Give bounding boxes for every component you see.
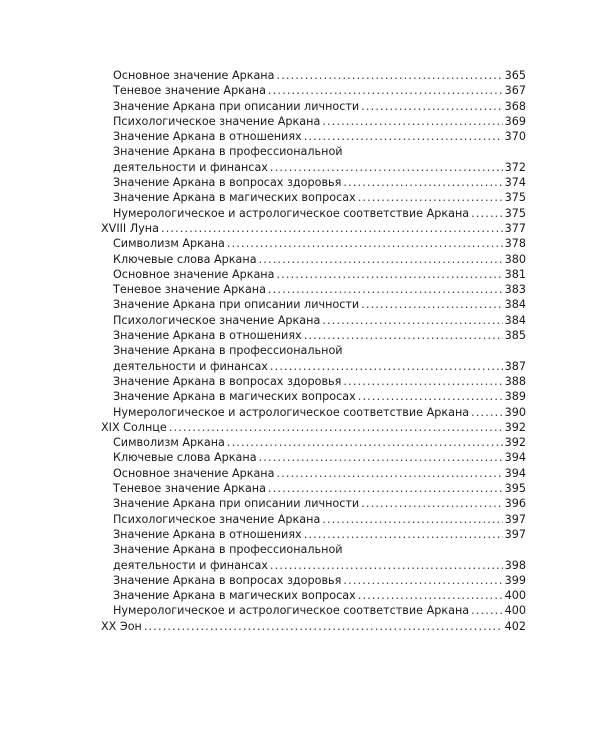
dot-leader [358, 389, 503, 404]
page-number: 368 [504, 99, 526, 113]
page-number: 397 [504, 527, 526, 541]
dot-leader [471, 206, 503, 221]
toc-section-entry [101, 405, 526, 420]
dot-leader [361, 99, 502, 114]
entry-title: Значение Аркана в профессиональной [113, 344, 343, 358]
entry-title: Значение Аркана в вопросах здоровья [113, 573, 342, 587]
dot-leader [276, 68, 502, 83]
entry-title: XVIII Луна [101, 221, 159, 235]
entry-title: Значение Аркана в вопросах здоровья [113, 176, 342, 190]
page-number: 387 [504, 359, 526, 373]
toc-section-entry [101, 359, 526, 374]
page-number: 400 [504, 589, 526, 603]
entry-title: Ключевые слова Аркана [113, 451, 257, 465]
entry-title: Значение Аркана в профессиональной [113, 145, 343, 159]
page-number: 378 [504, 237, 526, 251]
entry-title: Основное значение Аркана [113, 267, 275, 281]
dot-leader [268, 83, 503, 98]
dot-leader [276, 267, 502, 282]
toc-section-entry [101, 466, 526, 481]
page-number: 380 [504, 252, 526, 266]
toc-section-entry [101, 144, 526, 159]
toc-section-entry [101, 252, 526, 267]
page-number: 383 [504, 283, 526, 297]
toc-section-entry [101, 282, 526, 297]
entry-title: Значение Аркана в профессиональной [113, 543, 343, 557]
dot-leader [144, 619, 503, 634]
toc-section-entry [101, 206, 526, 221]
toc-section-entry [101, 450, 526, 465]
page-number: 374 [504, 176, 526, 190]
page-number: 381 [504, 267, 526, 281]
entry-title: Основное значение Аркана [113, 69, 275, 82]
toc-section-entry [101, 374, 526, 389]
page-number: 390 [504, 405, 526, 419]
entry-title: Теневое значение Аркана [113, 283, 266, 297]
page-number: 385 [504, 329, 526, 343]
entry-title: Психологическое значение Аркана [113, 313, 321, 327]
page-number: 384 [504, 298, 526, 312]
dot-leader [304, 328, 503, 343]
entry-title: Значение Аркана в отношениях [113, 329, 302, 343]
entry-title: Значение Аркана в отношениях [113, 527, 302, 541]
toc-chapter-entry [101, 619, 526, 634]
dot-leader [322, 512, 502, 527]
entry-title: Значение Аркана в магических вопросах [113, 191, 356, 205]
dot-leader [276, 466, 502, 481]
dot-leader [322, 114, 502, 129]
toc-section-entry [101, 99, 526, 114]
entry-title: деятельности и финансах [113, 558, 268, 572]
toc-section-entry [101, 588, 526, 603]
entry-title: Символизм Аркана [113, 436, 225, 450]
dot-leader [361, 297, 502, 312]
toc-section-entry [101, 175, 526, 190]
toc-section-entry [101, 68, 526, 83]
page-number: 395 [504, 482, 526, 496]
dot-leader [161, 221, 503, 236]
dot-leader [270, 558, 503, 573]
dot-leader [270, 160, 503, 175]
toc-chapter-entry [101, 420, 526, 435]
page-number: 400 [504, 604, 526, 618]
toc-section-entry [101, 297, 526, 312]
toc-section-entry [101, 573, 526, 588]
dot-leader [268, 481, 503, 496]
toc-section-entry [101, 236, 526, 251]
entry-title: Значение Аркана в отношениях [113, 130, 302, 144]
dot-leader [361, 496, 502, 511]
dot-leader [270, 359, 503, 374]
dot-leader [343, 374, 502, 389]
page-number: 377 [504, 221, 526, 235]
page-number: 398 [504, 558, 526, 572]
entry-title: Символизм Аркана [113, 237, 225, 251]
toc-section-entry [101, 83, 526, 98]
page-number: 384 [504, 313, 526, 327]
dot-leader [471, 603, 503, 618]
entry-title: Основное значение Аркана [113, 466, 275, 480]
toc-section-entry [101, 603, 526, 618]
toc-section-entry [101, 496, 526, 511]
page-number: 392 [504, 436, 526, 450]
entry-title: Нумерологическое и астрологическое соответствие Аркана [113, 604, 470, 618]
page-number: 396 [504, 497, 526, 511]
page-number: 397 [504, 512, 526, 526]
entry-title: Значение Аркана в магических вопросах [113, 589, 356, 603]
toc-section-entry [101, 129, 526, 144]
entry-title: Значение Аркана при описании личности [113, 497, 360, 511]
toc-section-entry [101, 389, 526, 404]
page-number: 388 [504, 374, 526, 388]
toc-section-entry [101, 558, 526, 573]
toc-section-entry [101, 267, 526, 282]
table-of-contents [101, 68, 526, 634]
entry-title: деятельности и финансах [113, 359, 268, 373]
toc-section-entry [101, 542, 526, 557]
dot-leader [358, 588, 503, 603]
toc-section-entry [101, 512, 526, 527]
entry-title: Теневое значение Аркана [113, 482, 266, 496]
dot-leader [343, 573, 502, 588]
entry-title: Нумерологическое и астрологическое соответствие Аркана [113, 405, 470, 419]
entry-title: XIX Солнце [101, 420, 167, 434]
page-number: 369 [504, 114, 526, 128]
page-number: 375 [504, 191, 526, 205]
entry-title: Значение Аркана в вопросах здоровья [113, 374, 342, 388]
dot-leader [227, 435, 503, 450]
toc-section-entry [101, 343, 526, 358]
entry-title: Значение Аркана в магических вопросах [113, 390, 356, 404]
toc-section-entry [101, 527, 526, 542]
dot-leader [259, 252, 503, 267]
dot-leader [358, 190, 503, 205]
dot-leader [259, 450, 503, 465]
entry-title: XX Эон [101, 619, 142, 633]
dot-leader [268, 282, 503, 297]
dot-leader [304, 129, 503, 144]
page-number: 375 [504, 206, 526, 220]
entry-title: Ключевые слова Аркана [113, 252, 257, 266]
dot-leader [227, 236, 503, 251]
toc-section-entry [101, 160, 526, 175]
entry-title: Психологическое значение Аркана [113, 512, 321, 526]
toc-section-entry [101, 313, 526, 328]
page-number: 365 [504, 69, 526, 82]
toc-section-entry [101, 435, 526, 450]
toc-section-entry [101, 114, 526, 129]
entry-title: Нумерологическое и астрологическое соответствие Аркана [113, 206, 470, 220]
page-number: 402 [504, 619, 526, 633]
dot-leader [304, 527, 503, 542]
page-number: 370 [504, 130, 526, 144]
dot-leader [343, 175, 502, 190]
toc-chapter-entry [101, 221, 526, 236]
page-number: 399 [504, 573, 526, 587]
toc-section-entry [101, 328, 526, 343]
dot-leader [322, 313, 502, 328]
page-number: 394 [504, 466, 526, 480]
page-number: 372 [504, 160, 526, 174]
dot-leader [169, 420, 503, 435]
page-number: 367 [504, 84, 526, 98]
page-number: 392 [504, 420, 526, 434]
toc-section-entry [101, 190, 526, 205]
entry-title: Теневое значение Аркана [113, 84, 266, 98]
page-number: 394 [504, 451, 526, 465]
entry-title: деятельности и финансах [113, 160, 268, 174]
toc-section-entry [101, 481, 526, 496]
entry-title: Психологическое значение Аркана [113, 114, 321, 128]
dot-leader [471, 405, 503, 420]
entry-title: Значение Аркана при описании личности [113, 99, 360, 113]
entry-title: Значение Аркана при описании личности [113, 298, 360, 312]
page-number: 389 [504, 390, 526, 404]
